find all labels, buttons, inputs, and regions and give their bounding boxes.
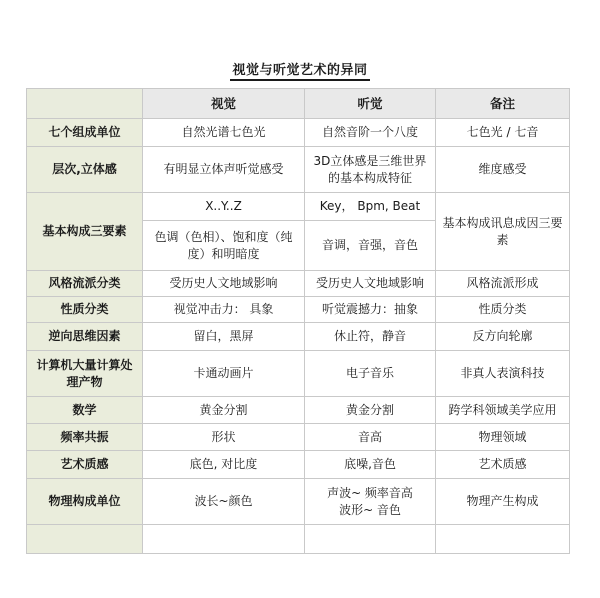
header-row: [27, 89, 570, 119]
cell-audio: 听觉震撼力：抽象: [305, 297, 436, 323]
comparison-table: [26, 88, 570, 554]
row-label: 物理构成单位: [27, 479, 143, 525]
row-label: 层次,立体感: [27, 147, 143, 193]
row-label: 基本构成三要素: [27, 193, 143, 271]
empty-cell: [436, 525, 570, 554]
row-label: 逆向思维因素: [27, 323, 143, 351]
cell-note: 非真人表演科技: [436, 351, 570, 397]
header-visual: 视觉: [143, 89, 305, 119]
cell-note: 基本构成讯息成因三要素: [436, 193, 570, 271]
cell-note: 跨学科领域美学应用: [436, 397, 570, 424]
cell-audio: 休止符，静音: [305, 323, 436, 351]
table-row: [27, 271, 570, 297]
table-row: [27, 297, 570, 323]
table-row: [27, 397, 570, 424]
cell-audio: Key， Bpm, Beat: [305, 193, 436, 221]
cell-note: 反方向轮廓: [436, 323, 570, 351]
cell-visual: 底色, 对比度: [143, 451, 305, 479]
empty-cell: [143, 525, 305, 554]
cell-audio-line: 声波~ 频率音高: [327, 485, 413, 500]
cell-visual: X..Y..Z: [143, 193, 305, 221]
cell-visual: 自然光谱七色光: [143, 119, 305, 147]
cell-audio: [305, 479, 436, 525]
table-row: [27, 323, 570, 351]
cell-audio: 音调，音强，音色: [305, 221, 436, 271]
row-label: 艺术质感: [27, 451, 143, 479]
cell-note: 维度感受: [436, 147, 570, 193]
table-row: [27, 193, 570, 221]
cell-visual: 波长~颜色: [143, 479, 305, 525]
cell-note: 风格流派形成: [436, 271, 570, 297]
header-corner: [27, 89, 143, 119]
cell-audio: 3D立体感是三维世界的基本构成特征: [305, 147, 436, 193]
cell-visual: 形状: [143, 424, 305, 451]
empty-cell: [305, 525, 436, 554]
cell-visual: 卡通动画片: [143, 351, 305, 397]
empty-cell: [27, 525, 143, 554]
table-row: [27, 479, 570, 525]
cell-visual: 色调（色相）、饱和度（纯度）和明暗度: [143, 221, 305, 271]
table-row: [27, 351, 570, 397]
cell-audio: 底噪,音色: [305, 451, 436, 479]
cell-note: 物理产生构成: [436, 479, 570, 525]
cell-note: 性质分类: [436, 297, 570, 323]
cell-audio: 音高: [305, 424, 436, 451]
row-label: 七个组成单位: [27, 119, 143, 147]
cell-audio-line: 波形~ 音色: [339, 502, 401, 517]
cell-note: 艺术质感: [436, 451, 570, 479]
cell-visual: 受历史人文地域影响: [143, 271, 305, 297]
cell-audio: 自然音阶一个八度: [305, 119, 436, 147]
row-label: 频率共振: [27, 424, 143, 451]
cell-visual: 视觉冲击力： 具象: [143, 297, 305, 323]
cell-visual: 黄金分割: [143, 397, 305, 424]
table-row: [27, 424, 570, 451]
row-label: 风格流派分类: [27, 271, 143, 297]
cell-note: 物理领域: [436, 424, 570, 451]
table-row: [27, 147, 570, 193]
cell-audio: 黄金分割: [305, 397, 436, 424]
empty-row: [27, 525, 570, 554]
row-label: 数学: [27, 397, 143, 424]
cell-visual: 留白，黑屏: [143, 323, 305, 351]
table-title: 视觉与听觉艺术的异同: [0, 59, 600, 78]
cell-visual: 有明显立体声听觉感受: [143, 147, 305, 193]
row-label: 计算机大量计算处理产物: [27, 351, 143, 397]
table-row: [27, 119, 570, 147]
cell-note: 七色光 / 七音: [436, 119, 570, 147]
header-note: 备注: [436, 89, 570, 119]
cell-audio: 受历史人文地域影响: [305, 271, 436, 297]
table-row: [27, 451, 570, 479]
header-audio: 听觉: [305, 89, 436, 119]
row-label: 性质分类: [27, 297, 143, 323]
cell-audio: 电子音乐: [305, 351, 436, 397]
